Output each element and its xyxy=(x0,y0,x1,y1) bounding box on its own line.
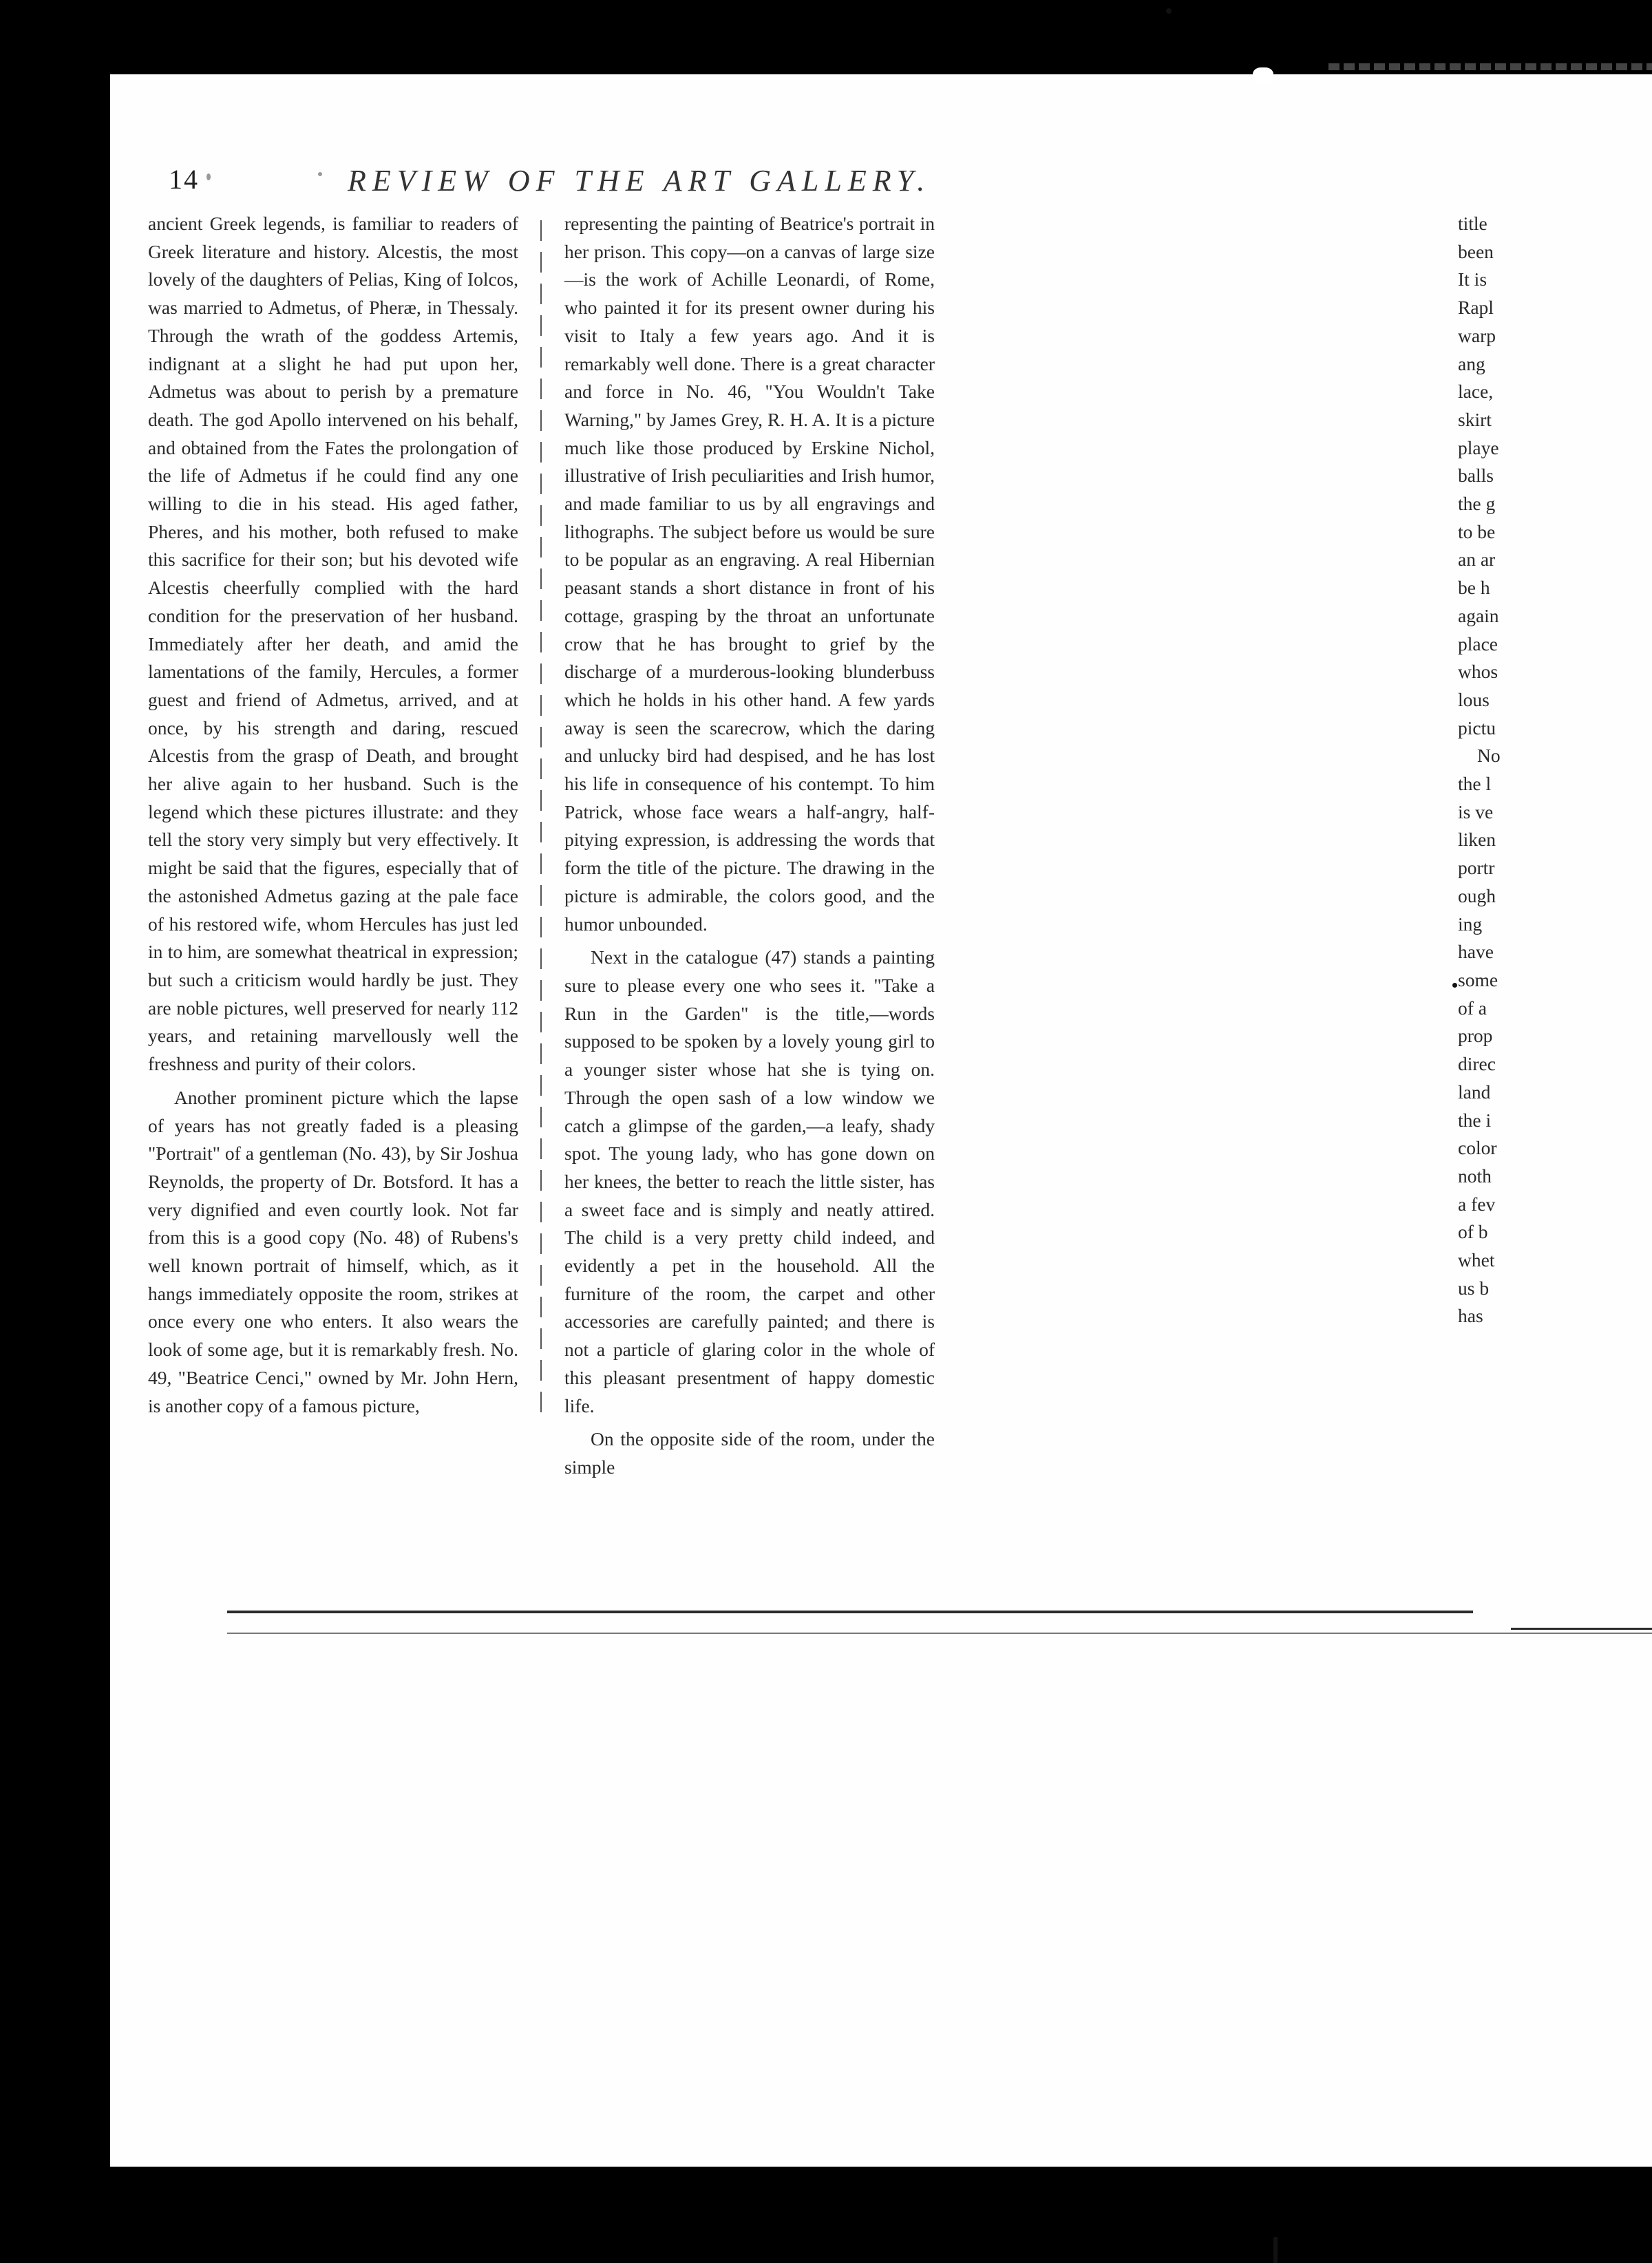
fragment-line: been xyxy=(1458,240,1494,262)
fragment-line: lace, xyxy=(1458,381,1494,403)
running-head: REVIEW OF THE ART GALLERY. xyxy=(348,164,931,198)
column-divider xyxy=(540,220,542,1421)
fragment-line: be h xyxy=(1458,577,1490,599)
fragment-line: the g xyxy=(1458,493,1496,515)
text-column-middle xyxy=(564,210,935,1482)
fragment-line: color xyxy=(1458,1137,1497,1159)
fragment-line: whet xyxy=(1458,1249,1495,1271)
dust-speck xyxy=(1452,983,1457,988)
page-rule-right xyxy=(1511,1628,1652,1630)
fragment-line: a fev xyxy=(1458,1193,1496,1215)
fragment-line: an ar xyxy=(1458,549,1496,571)
paragraph: Another prominent picture which the lapse of years has not greatly faded is a pleasing "Portrait" of a gentleman (No. 43), by Sir Joshua Reynolds, the property of Dr. Botsford. It has a very dignified and even courtly look. Not far from this is a good copy (No. 48) of Rubens's well known portrait of himself, which, as it hangs immediately opposite the room, strikes at once every one who enters. It also wears the look of some age, but it is remarkably fresh. No. 49, "Beatrice Cenci," owned by Mr. John Hern, is another copy of a famous picture, xyxy=(148,1086,518,1416)
fragment-line: some xyxy=(1458,968,1499,990)
fragment-line: is ve xyxy=(1458,800,1494,822)
fragment-line: direc xyxy=(1458,1053,1496,1075)
fragment-line: ang xyxy=(1458,352,1485,374)
paragraph: representing the painting of Beatrice's portrait in her prison. This copy—on a canvas of large size—is the work of Achille Leonardi, of Rome, who painted it for its present owner during his visit to Italy a few years ago. And it is remarkably well done. There is a great character and force in No. 46, "You Wouldn't Take Warning," by James Grey, R. H. A. It is a picture much like those produced by Erskine Nichol, illustrative of Irish peculiarities and Irish humor, and made familiar to us by all engravings and lithographs. The subject before us would be sure to be popular as an engraving. A real Hibernian peasant stands a short distance in front of his cottage, grasping by the throat an unfortunate crow that he has brought to grief by the discharge of a murderous-looking blunderbuss which he holds in his other hand. A few yards away is seen the scarecrow, which the daring and unlucky bird had despised, and he has lost his life in consequence of his contempt. To him Patrick, whose face wears a half-angry, half-pitying expression, is addressing the words that form the title of the picture. The drawing in the picture is admirable, the colors good, and the humor unbounded. xyxy=(564,213,935,935)
fragment-line: the l xyxy=(1458,773,1492,795)
fragment-line: prop xyxy=(1458,1025,1493,1047)
fragment-line: of a xyxy=(1458,997,1487,1019)
fragment-line: ough xyxy=(1458,884,1496,906)
fragment-line: No xyxy=(1477,745,1501,767)
fragment-line: noth xyxy=(1458,1165,1492,1187)
page-rule xyxy=(227,1611,1473,1613)
fragment-line: us b xyxy=(1458,1277,1490,1299)
fragment-line: has xyxy=(1458,1305,1483,1327)
dust-speck xyxy=(1166,8,1172,14)
fragment-line: skirt xyxy=(1458,408,1492,430)
fragment-line: again xyxy=(1458,604,1499,626)
page-header xyxy=(169,163,1105,202)
fragment-line: portr xyxy=(1458,857,1495,879)
fragment-line: It is xyxy=(1458,268,1487,290)
fragment-line: place xyxy=(1458,633,1499,655)
paragraph: ancient Greek legends, is familiar to readers of Greek literature and history. Alcestis, the most lovely of the daughters of Pelias, King of Iolcos, was married to Admetus, of Pheræ, in Thessaly. Through the wrath of the goddess Artemis, indignant at a slight he had put upon her, Admetus was about to perish by a premature death. The god Apollo intervened on his behalf, and obtained from the Fates the prolongation of the life of Admetus if he could find any one willing to die in his stead. His aged father, Pheres, and his mother, both refused to make this sacrifice for their son; but his devoted wife Alcestis cheerfully complied with the hard condition for the preservation of her husband. Immediately after her death, and amid the lamentations of the family, Hercules, a former guest and friend of Admetus, arrived, and at once, by his strength and daring, rescued Alcestis from the grasp of Death, and brought her alive again to her husband. Such is the legend which these pictures illustrate: and they tell the story very simply but very effectively. It might be said that the figures, especially that of the astonished Admetus gazing at the pale face of his restored wife, whom Hercules has just led in to him, are somewhat theatrical in expression; but such a criticism would hardly be just. They are noble pictures, well preserved for nearly 112 years, and retaining marvellously well the freshness and purity of their colors. xyxy=(148,213,518,1075)
dust-speck xyxy=(1273,2237,1278,2263)
page-number: 14 xyxy=(169,164,199,195)
fragment-line: to be xyxy=(1458,520,1496,542)
fragment-line: pictu xyxy=(1458,716,1496,739)
page-rule-thin xyxy=(227,1633,1652,1634)
paragraph: Next in the catalogue (47) stands a painting sure to please every one who sees it. "Take a Run in the Garden" is the title,—words supposed to be spoken by a lovely young girl to a younger sister whose hat she is tying on. Through the open sash of a low window we catch a glimpse of the garden,—a leafy, shady spot. The young lady, who has gone down on her knees, the better to reach the little sister, has a sweet face and is simply and neatly attired. The child is a very pretty child indeed, and evidently a pet in the household. All the furniture of the room, the carpet and other accessories are carefully painted; and there is not a particle of glaring color in the whole of this pleasant presentment of happy domestic life. xyxy=(564,946,935,1416)
fragment-line: whos xyxy=(1458,661,1499,683)
fragment-line: liken xyxy=(1458,829,1496,851)
text-column-right-fragment xyxy=(1458,210,1652,1330)
fragment-line: ing xyxy=(1458,913,1483,935)
fragment-line: balls xyxy=(1458,465,1494,487)
fragment-line: lous xyxy=(1458,688,1490,710)
fragment-line: warp xyxy=(1458,324,1496,346)
ink-blot xyxy=(1253,67,1273,84)
fragment-line: land xyxy=(1458,1081,1491,1103)
text-column-left xyxy=(148,210,518,1420)
fragment-line: of b xyxy=(1458,1221,1488,1243)
fragment-line: playe xyxy=(1458,436,1499,458)
page-edge-mark xyxy=(1328,63,1652,70)
paragraph: On the opposite side of the room, under the simple xyxy=(564,1428,935,1478)
fragment-line: title xyxy=(1458,213,1487,234)
fragment-line: the i xyxy=(1458,1109,1492,1131)
fragment-line: Rapl xyxy=(1458,297,1494,319)
fragment-line: have xyxy=(1458,941,1494,963)
